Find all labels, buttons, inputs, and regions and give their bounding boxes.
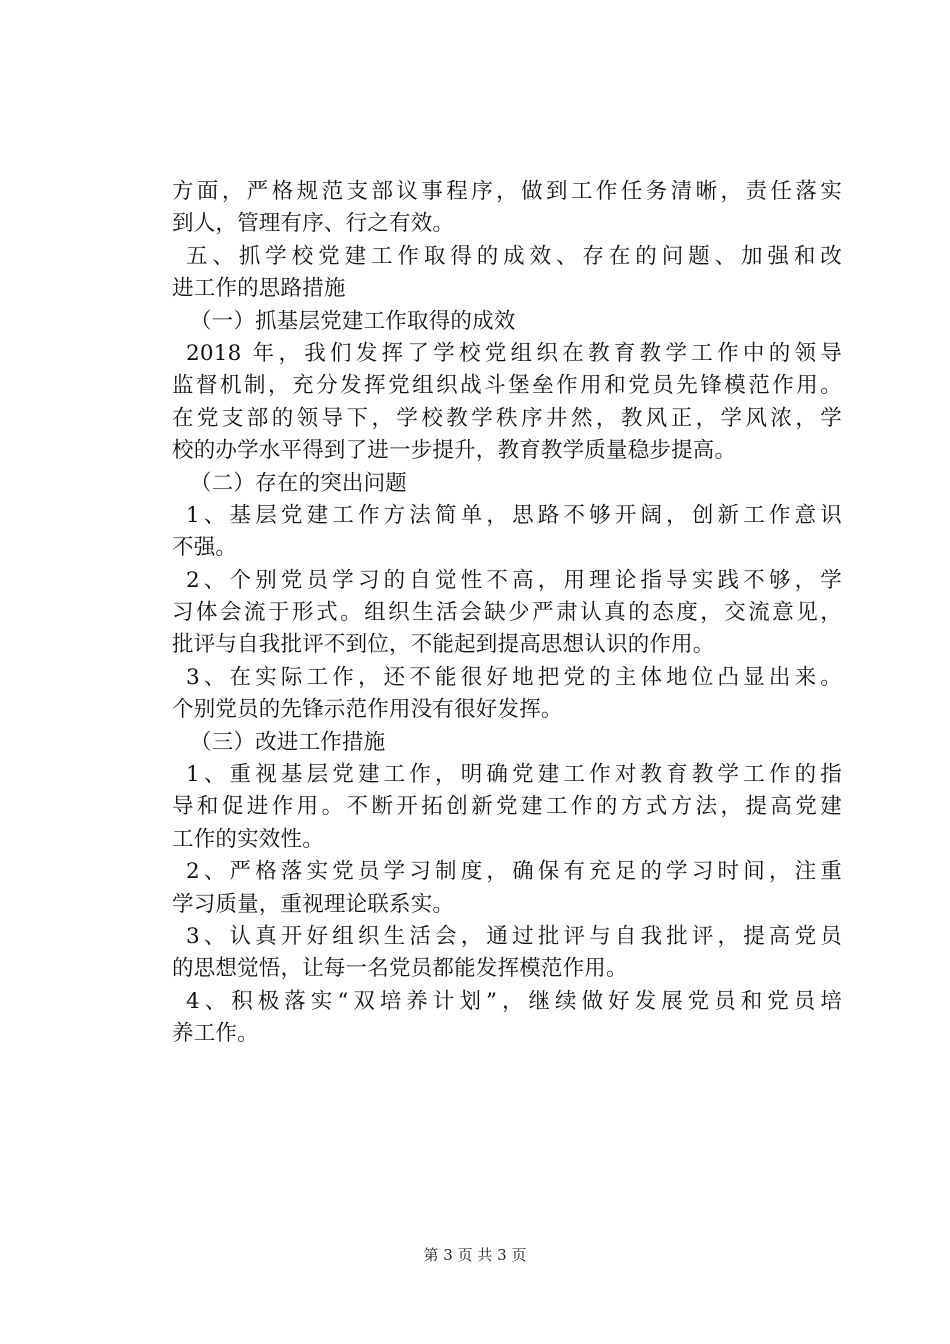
document-line: 方面，严格规范支部议事程序，做到工作任务清晰，责任落实 [172,179,842,204]
document-line: （二）存在的突出问题 [190,470,408,496]
document-body [172,176,842,1051]
document-line: 在党支部的领导下，学校教学秩序井然，教风正，学风浓，学 [172,405,842,431]
document-line: 个别党员的先锋示范作用没有很好发挥。 [172,697,563,723]
document-line: 五、抓学校党建工作取得的成效、存在的问题、加强和改 [186,243,842,269]
document-line: 批评与自我批评不到位，不能起到提高思想认识的作用。 [172,632,715,658]
document-line: 导和促进作用。不断开拓创新党建工作的方式方法，提高党建 [172,794,842,820]
document-line: 2、严格落实党员学习制度，确保有充足的学习时间，注重 [186,859,842,885]
document-line: 校的办学水平得到了进一步提升，教育教学质量稳步提高。 [172,438,737,464]
document-line: 习体会流于形式。组织生活会缺少严肃认真的态度，交流意见， [172,600,842,626]
document-line: 不强。 [172,535,238,561]
document-line: 1、基层党建工作方法简单，思路不够开阔，创新工作意识 [186,502,842,528]
document-line: 进工作的思路措施 [172,276,346,302]
document-line: （三）改进工作措施 [190,729,386,755]
document-line: 监督机制，充分发挥党组织战斗堡垒作用和党员先锋模范作用。 [172,373,842,399]
document-line: 2018 年，我们发挥了学校党组织在教育教学工作中的领导 [186,340,842,366]
document-lines [172,176,842,1051]
document-line: 1、重视基层党建工作，明确党建工作对教育教学工作的指 [186,762,842,788]
document-line: 3、认真开好组织生活会，通过批评与自我批评，提高党员 [186,923,842,949]
document-line: 4、积极落实“双培养计划”，继续做好发展党员和党员培 [186,988,842,1014]
document-line: 3、在实际工作，还不能很好地把党的主体地位凸显出来。 [186,664,842,690]
document-line: 工作的实效性。 [172,826,324,852]
document-line: 2、个别党员学习的自觉性不高，用理论指导实践不够，学 [186,567,842,593]
document-line: 的思想觉悟，让每一名党员都能发挥模范作用。 [172,956,628,982]
document-line: 到人，管理有序、行之有效。 [172,211,455,237]
page-footer: 第 3 页 共 3 页 [423,1246,527,1264]
document-line: 学习质量，重视理论联系实。 [172,891,455,917]
document-line: 养工作。 [172,1021,259,1047]
document-line: （一）抓基层党建工作取得的成效 [190,308,516,334]
